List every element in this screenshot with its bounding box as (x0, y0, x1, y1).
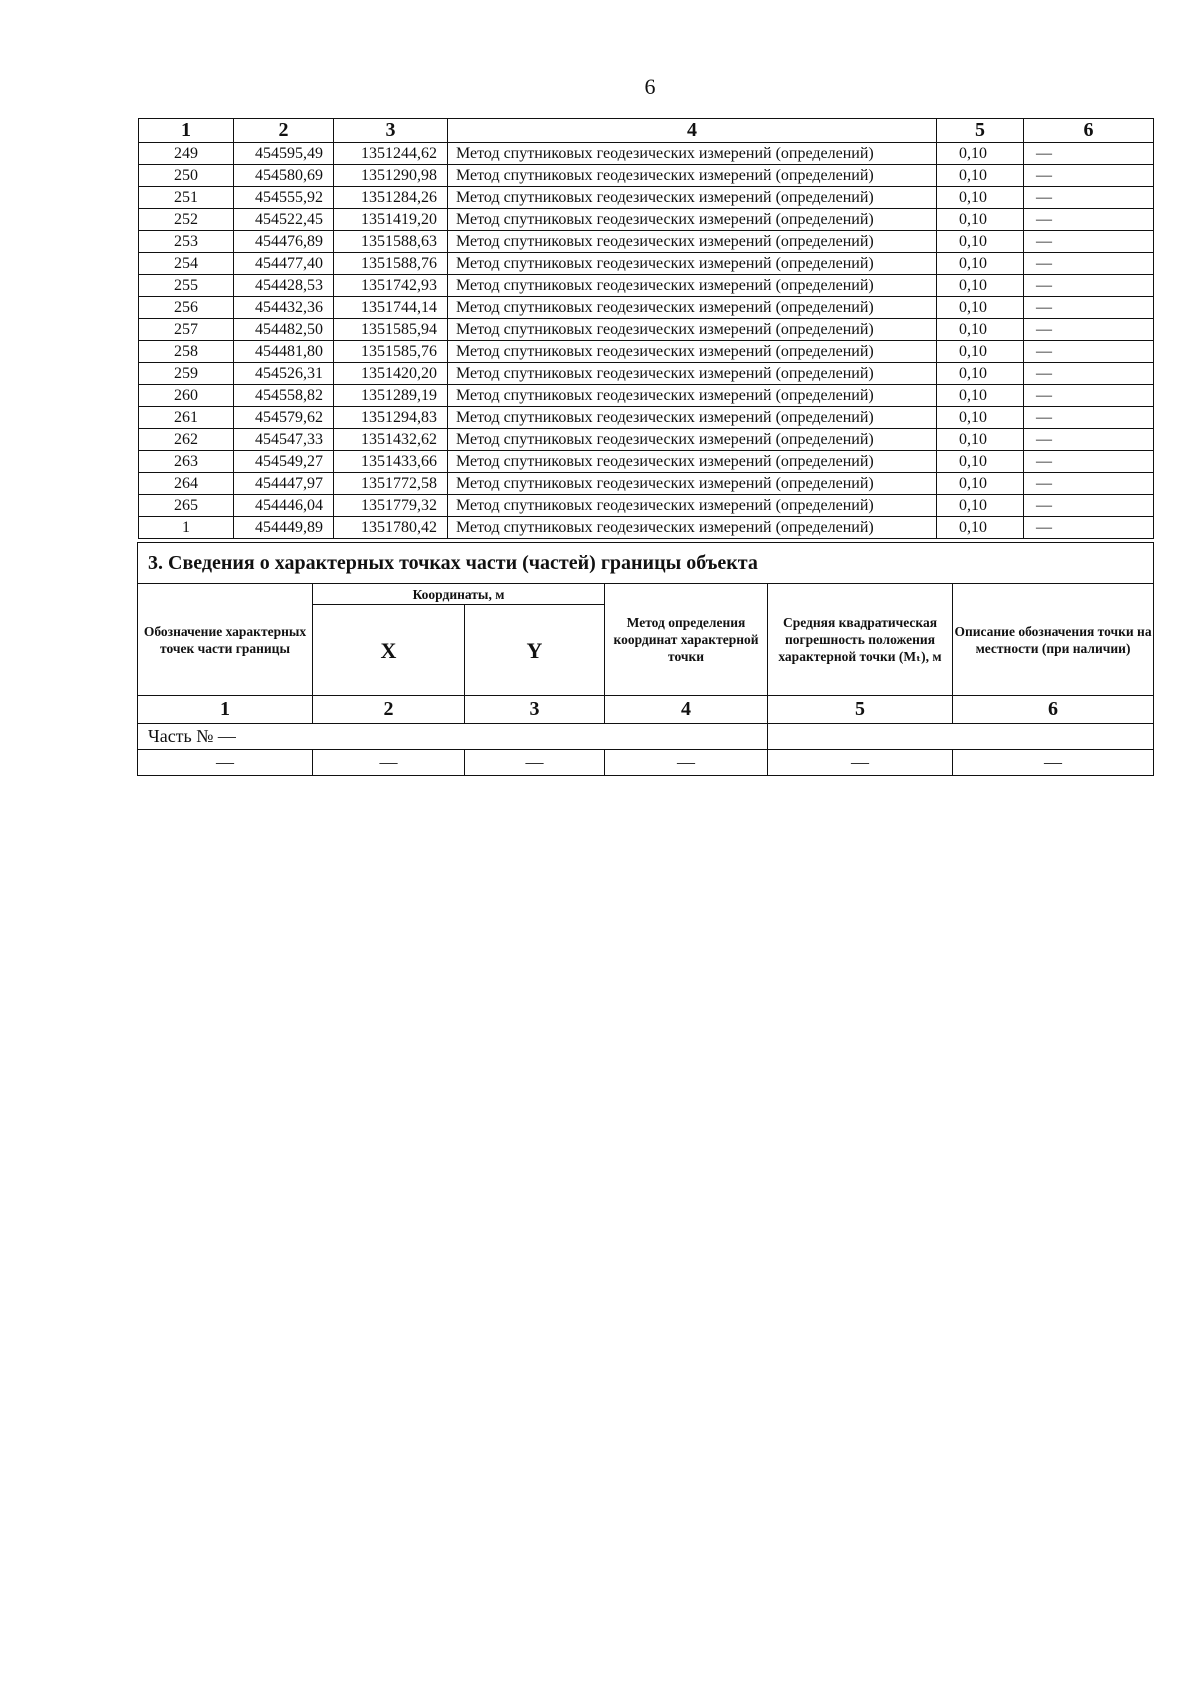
coord-x-cell: 454579,62 (234, 407, 334, 429)
section3-col-number: 4 (605, 696, 768, 724)
description-cell: — (1024, 275, 1154, 297)
empty-cell: — (138, 750, 313, 776)
method-cell: Метод спутниковых геодезических измерений (определений) (448, 341, 937, 363)
method-cell: Метод спутниковых геодезических измерений (определений) (448, 451, 937, 473)
point-number-cell: 258 (139, 341, 234, 363)
table-row (139, 363, 1154, 385)
coord-x-cell: 454428,53 (234, 275, 334, 297)
coordinates-header: Координаты, м (313, 584, 605, 605)
coord-x-cell: 454447,97 (234, 473, 334, 495)
table-row (139, 297, 1154, 319)
coord-y-cell: 1351585,94 (334, 319, 448, 341)
empty-cell: — (605, 750, 768, 776)
section3-col-number: 3 (465, 696, 605, 724)
error-header: Средняя квадратическая погрешность положения характерной точки (Mₜ), м (768, 584, 953, 696)
table-row (139, 275, 1154, 297)
coord-y-cell: 1351744,14 (334, 297, 448, 319)
coord-x-cell: 454547,33 (234, 429, 334, 451)
accuracy-cell: 0,10 (937, 165, 1024, 187)
description-cell: — (1024, 143, 1154, 165)
description-cell: — (1024, 385, 1154, 407)
points-col-header: 4 (448, 119, 937, 143)
method-cell: Метод спутниковых геодезических измерений (определений) (448, 319, 937, 341)
table-row (139, 517, 1154, 539)
point-number-cell: 263 (139, 451, 234, 473)
table-row (139, 319, 1154, 341)
point-number-cell: 254 (139, 253, 234, 275)
coord-y-cell: 1351780,42 (334, 517, 448, 539)
points-col-header: 3 (334, 119, 448, 143)
points-table-body (139, 143, 1154, 539)
table-row (139, 253, 1154, 275)
part-row (138, 724, 1154, 750)
table-row (139, 473, 1154, 495)
description-cell: — (1024, 495, 1154, 517)
description-cell: — (1024, 165, 1154, 187)
coord-y-cell: 1351433,66 (334, 451, 448, 473)
table-row (139, 143, 1154, 165)
method-cell: Метод спутниковых геодезических измерений (определений) (448, 385, 937, 407)
coord-x-cell: 454549,27 (234, 451, 334, 473)
accuracy-cell: 0,10 (937, 495, 1024, 517)
coord-x-cell: 454580,69 (234, 165, 334, 187)
empty-cell: — (768, 750, 953, 776)
coord-y-cell: 1351289,19 (334, 385, 448, 407)
coord-y-cell: 1351290,98 (334, 165, 448, 187)
section3-col-number: 6 (953, 696, 1154, 724)
empty-cell: — (953, 750, 1154, 776)
coord-x-cell: 454522,45 (234, 209, 334, 231)
description-cell: — (1024, 429, 1154, 451)
table-row (139, 187, 1154, 209)
page-number: 6 (644, 74, 656, 99)
method-cell: Метод спутниковых геодезических измерений (определений) (448, 495, 937, 517)
method-cell: Метод спутниковых геодезических измерений (определений) (448, 143, 937, 165)
method-cell: Метод спутниковых геодезических измерений (определений) (448, 275, 937, 297)
coord-x-cell: 454558,82 (234, 385, 334, 407)
description-cell: — (1024, 231, 1154, 253)
method-cell: Метод спутниковых геодезических измерений (определений) (448, 473, 937, 495)
accuracy-cell: 0,10 (937, 253, 1024, 275)
point-number-cell: 259 (139, 363, 234, 385)
x-header: X (313, 605, 465, 696)
accuracy-cell: 0,10 (937, 275, 1024, 297)
coord-y-cell: 1351284,26 (334, 187, 448, 209)
points-col-header: 5 (937, 119, 1024, 143)
method-cell: Метод спутниковых геодезических измерений (определений) (448, 187, 937, 209)
table-row (139, 429, 1154, 451)
description-cell: — (1024, 187, 1154, 209)
point-number-cell: 251 (139, 187, 234, 209)
method-cell: Метод спутниковых геодезических измерений (определений) (448, 231, 937, 253)
coord-y-cell: 1351244,62 (334, 143, 448, 165)
coord-x-cell: 454432,36 (234, 297, 334, 319)
point-number-cell: 253 (139, 231, 234, 253)
point-number-cell: 262 (139, 429, 234, 451)
coord-y-cell: 1351779,32 (334, 495, 448, 517)
table-row (139, 165, 1154, 187)
method-cell: Метод спутниковых геодезических измерений (определений) (448, 429, 937, 451)
section3-col-number: 5 (768, 696, 953, 724)
accuracy-cell: 0,10 (937, 297, 1024, 319)
method-cell: Метод спутниковых геодезических измерений (определений) (448, 165, 937, 187)
accuracy-cell: 0,10 (937, 319, 1024, 341)
coord-y-cell: 1351432,62 (334, 429, 448, 451)
accuracy-cell: 0,10 (937, 407, 1024, 429)
point-number-cell: 252 (139, 209, 234, 231)
accuracy-cell: 0,10 (937, 473, 1024, 495)
accuracy-cell: 0,10 (937, 187, 1024, 209)
accuracy-cell: 0,10 (937, 341, 1024, 363)
accuracy-cell: 0,10 (937, 429, 1024, 451)
section3-empty-row (138, 750, 1154, 776)
points-table (138, 118, 1154, 539)
point-number-cell: 261 (139, 407, 234, 429)
coord-y-cell: 1351420,20 (334, 363, 448, 385)
accuracy-cell: 0,10 (937, 209, 1024, 231)
table-row (139, 495, 1154, 517)
method-cell: Метод спутниковых геодезических измерений (определений) (448, 407, 937, 429)
method-cell: Метод спутниковых геодезических измерений (определений) (448, 363, 937, 385)
points-col-header: 1 (139, 119, 234, 143)
coord-x-cell: 454482,50 (234, 319, 334, 341)
description-cell: — (1024, 253, 1154, 275)
method-cell: Метод спутниковых геодезических измерений (определений) (448, 517, 937, 539)
description-header: Описание обозначения точки на местности (при наличии) (953, 584, 1154, 696)
point-number-cell: 265 (139, 495, 234, 517)
point-number-cell: 250 (139, 165, 234, 187)
table-row (139, 341, 1154, 363)
point-number-cell: 1 (139, 517, 234, 539)
table-row (139, 451, 1154, 473)
coord-x-cell: 454477,40 (234, 253, 334, 275)
table-row (139, 231, 1154, 253)
designation-header: Обозначение характерных точек части границы (138, 584, 313, 696)
points-col-header: 6 (1024, 119, 1154, 143)
point-number-cell: 264 (139, 473, 234, 495)
coord-y-cell: 1351588,63 (334, 231, 448, 253)
coord-x-cell: 454446,04 (234, 495, 334, 517)
part-empty-cell (768, 724, 1154, 750)
section3-col-number: 1 (138, 696, 313, 724)
accuracy-cell: 0,10 (937, 143, 1024, 165)
description-cell: — (1024, 209, 1154, 231)
description-cell: — (1024, 451, 1154, 473)
coord-y-cell: 1351419,20 (334, 209, 448, 231)
coord-x-cell: 454481,80 (234, 341, 334, 363)
coord-y-cell: 1351294,83 (334, 407, 448, 429)
accuracy-cell: 0,10 (937, 451, 1024, 473)
coord-x-cell: 454555,92 (234, 187, 334, 209)
y-header: Y (465, 605, 605, 696)
accuracy-cell: 0,10 (937, 231, 1024, 253)
description-cell: — (1024, 517, 1154, 539)
accuracy-cell: 0,10 (937, 385, 1024, 407)
coord-x-cell: 454476,89 (234, 231, 334, 253)
description-cell: — (1024, 407, 1154, 429)
point-number-cell: 257 (139, 319, 234, 341)
section3-table (137, 542, 1154, 776)
point-number-cell: 260 (139, 385, 234, 407)
description-cell: — (1024, 341, 1154, 363)
table-row (139, 385, 1154, 407)
points-col-header: 2 (234, 119, 334, 143)
part-label: Часть № — (138, 724, 768, 750)
point-number-cell: 249 (139, 143, 234, 165)
point-number-cell: 256 (139, 297, 234, 319)
empty-cell: — (465, 750, 605, 776)
description-cell: — (1024, 319, 1154, 341)
section3-title: 3. Сведения о характерных точках части (частей) границы объекта (138, 543, 1154, 584)
method-cell: Метод спутниковых геодезических измерений (определений) (448, 297, 937, 319)
description-cell: — (1024, 473, 1154, 495)
section3-number-row (138, 696, 1154, 724)
table-row (139, 407, 1154, 429)
coord-y-cell: 1351742,93 (334, 275, 448, 297)
coord-x-cell: 454449,89 (234, 517, 334, 539)
coord-y-cell: 1351588,76 (334, 253, 448, 275)
table-row (139, 209, 1154, 231)
empty-cell: — (313, 750, 465, 776)
coord-y-cell: 1351772,58 (334, 473, 448, 495)
points-table-header (139, 119, 1154, 143)
coord-x-cell: 454595,49 (234, 143, 334, 165)
method-header: Метод определения координат характерной точки (605, 584, 768, 696)
description-cell: — (1024, 297, 1154, 319)
accuracy-cell: 0,10 (937, 517, 1024, 539)
coord-x-cell: 454526,31 (234, 363, 334, 385)
section3-col-number: 2 (313, 696, 465, 724)
description-cell: — (1024, 363, 1154, 385)
accuracy-cell: 0,10 (937, 363, 1024, 385)
point-number-cell: 255 (139, 275, 234, 297)
method-cell: Метод спутниковых геодезических измерений (определений) (448, 253, 937, 275)
method-cell: Метод спутниковых геодезических измерений (определений) (448, 209, 937, 231)
coord-y-cell: 1351585,76 (334, 341, 448, 363)
